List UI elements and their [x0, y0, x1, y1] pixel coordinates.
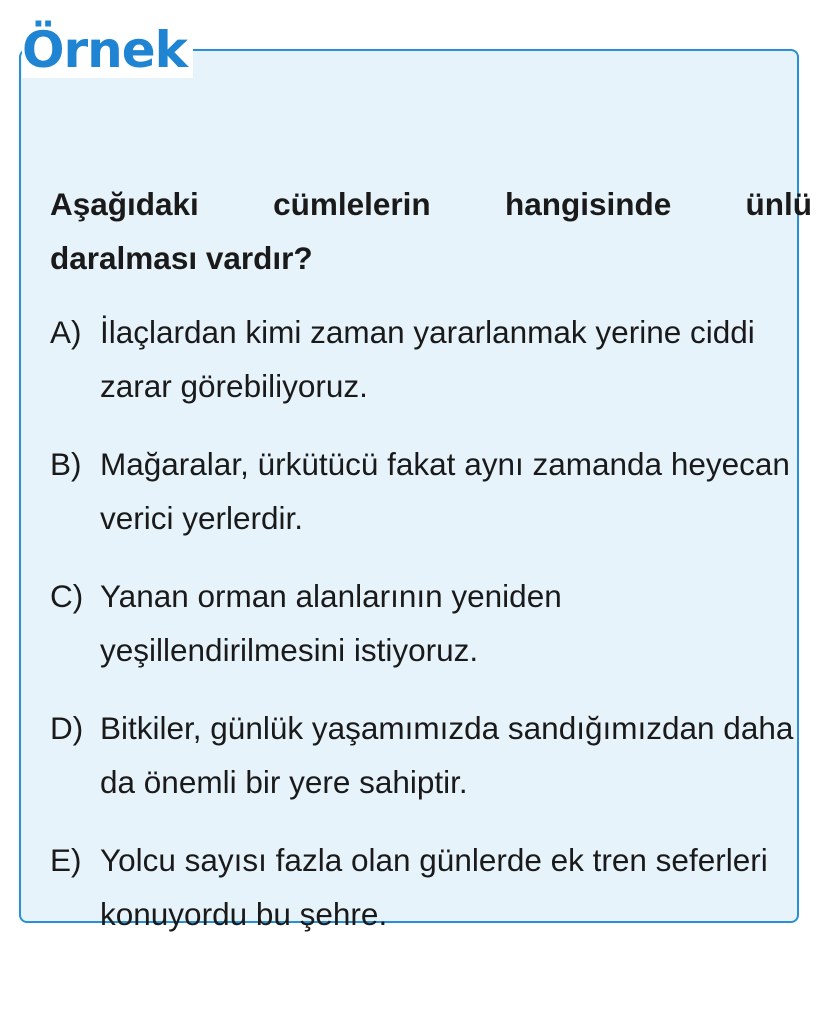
- question-line-2: daralması vardır?: [50, 240, 313, 276]
- option-letter: D): [50, 710, 84, 746]
- option-a[interactable]: [50, 305, 810, 413]
- option-letter: B): [50, 446, 82, 482]
- option-text: Yolcu sayısı fazla olan günlerde ek tren seferleri konuyordu bu şehre.: [100, 842, 768, 932]
- example-label: Örnek: [22, 21, 187, 79]
- option-text: Bitkiler, günlük yaşamımızda sandığımızdan daha da önemli bir yere sahiptir.: [100, 710, 794, 800]
- option-text: Mağaralar, ürkütücü fakat aynı zamanda heyecan verici yerlerdir.: [100, 446, 790, 536]
- option-b[interactable]: [50, 437, 810, 545]
- option-letter: E): [50, 842, 82, 878]
- answer-options: [50, 305, 810, 965]
- option-d[interactable]: [50, 701, 810, 809]
- option-letter: C): [50, 578, 84, 614]
- option-e[interactable]: [50, 833, 810, 941]
- example-label-box: [22, 22, 193, 78]
- option-letter: A): [50, 314, 82, 350]
- question-text: [50, 177, 812, 285]
- option-c[interactable]: [50, 569, 810, 677]
- option-text: İlaçlardan kimi zaman yararlanmak yerine ciddi zarar görebiliyoruz.: [100, 314, 755, 404]
- example-card: [19, 49, 812, 932]
- question-line-1: Aşağıdaki cümlelerin hangisinde ünlü: [50, 186, 812, 222]
- option-text: Yanan orman alanlarının yeniden yeşillendirilmesini istiyoruz.: [100, 578, 562, 668]
